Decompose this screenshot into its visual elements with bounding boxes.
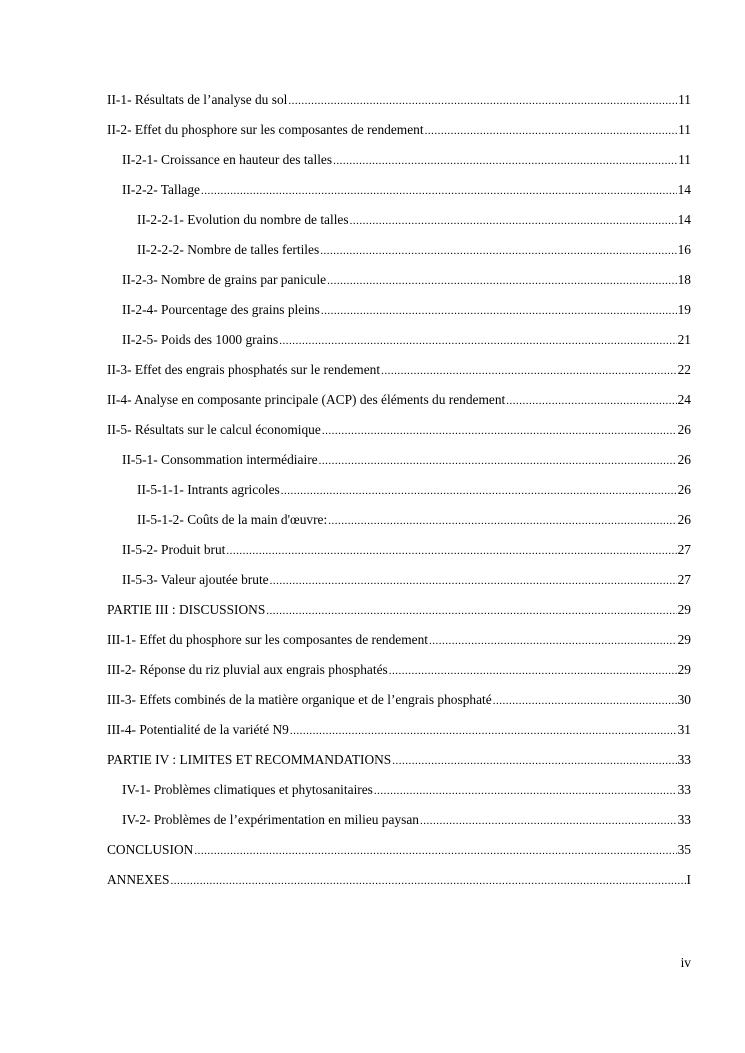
toc-entry-label: II-2-2-1- Evolution du nombre de talles — [137, 212, 349, 227]
dot-leader — [201, 185, 677, 197]
toc-entry-label: PARTIE III : DISCUSSIONS — [107, 602, 266, 617]
dot-leader — [328, 515, 676, 527]
dot-leader — [420, 815, 677, 827]
toc-entry[interactable] — [107, 362, 691, 392]
toc-entry-page: 27 — [677, 542, 691, 557]
toc-entry[interactable] — [107, 182, 691, 212]
toc-entry[interactable] — [107, 662, 691, 692]
toc-entry-page: 24 — [677, 392, 691, 407]
toc-entry[interactable] — [107, 122, 691, 152]
toc-entry[interactable] — [107, 812, 691, 842]
dot-leader — [281, 485, 677, 497]
toc-entry[interactable] — [107, 452, 691, 482]
toc-entry-label: II-5-1- Consommation intermédiaire — [122, 452, 318, 467]
toc-entry[interactable] — [107, 212, 691, 242]
toc-entry-page: 29 — [677, 632, 691, 647]
toc-entry-page: 11 — [678, 152, 691, 167]
toc-entry-label: II-5-1-2- Coûts de la main d'œuvre: — [137, 512, 328, 527]
toc-entry-label: II-5-1-1- Intrants agricoles — [137, 482, 280, 497]
toc-entry-label: II-5-3- Valeur ajoutée brute — [122, 572, 269, 587]
toc-entry[interactable] — [107, 242, 691, 272]
toc-entry-page: 33 — [677, 782, 691, 797]
toc-entry-label: II-3- Effet des engrais phosphatés sur le rendement — [107, 362, 381, 377]
dot-leader — [321, 305, 677, 317]
toc-entry-page: 29 — [677, 602, 691, 617]
toc-entry-label: III-2- Réponse du riz pluvial aux engrais phosphatés — [107, 662, 388, 677]
toc-entry-label: III-3- Effets combinés de la matière organique et de l’engrais phosphaté — [107, 692, 492, 707]
toc-entry-page: 16 — [677, 242, 691, 257]
toc-entry-page: 14 — [677, 212, 691, 227]
toc-entry[interactable] — [107, 92, 691, 122]
dot-leader — [270, 575, 677, 587]
toc-entry-page: 27 — [677, 572, 691, 587]
dot-leader — [429, 635, 677, 647]
table-of-contents — [107, 92, 691, 902]
toc-entry-page: I — [686, 872, 691, 887]
toc-entry[interactable] — [107, 422, 691, 452]
toc-entry[interactable] — [107, 332, 691, 362]
dot-leader — [350, 215, 677, 227]
toc-entry-label: II-5- Résultats sur le calcul économique — [107, 422, 321, 437]
dot-leader — [279, 335, 676, 347]
toc-entry-page: 22 — [677, 362, 691, 377]
dot-leader — [322, 425, 677, 437]
toc-entry[interactable] — [107, 152, 691, 182]
dot-leader — [226, 545, 676, 557]
toc-entry-page: 26 — [677, 422, 691, 437]
toc-entry-label: II-2-3- Nombre de grains par panicule — [122, 272, 327, 287]
dot-leader — [506, 395, 676, 407]
toc-entry-label: CONCLUSION — [107, 842, 194, 857]
toc-entry[interactable] — [107, 542, 691, 572]
toc-entry-label: II-4- Analyse en composante principale (ACP) des éléments du rendement — [107, 392, 506, 407]
toc-entry[interactable] — [107, 782, 691, 812]
toc-entry-label: PARTIE IV : LIMITES ET RECOMMANDATIONS — [107, 752, 392, 767]
toc-entry-page: 26 — [677, 512, 691, 527]
toc-entry-label: IV-2- Problèmes de l’expérimentation en milieu paysan — [122, 812, 419, 827]
dot-leader — [493, 695, 677, 707]
toc-entry[interactable] — [107, 752, 691, 782]
dot-leader — [374, 785, 677, 797]
toc-entry-page: 29 — [677, 662, 691, 677]
toc-entry[interactable] — [107, 392, 691, 422]
dot-leader — [290, 725, 677, 737]
dot-leader — [288, 95, 677, 107]
toc-entry-page: 19 — [677, 302, 691, 317]
toc-entry[interactable] — [107, 602, 691, 632]
toc-entry[interactable] — [107, 482, 691, 512]
toc-entry-label: II-2-5- Poids des 1000 grains — [122, 332, 279, 347]
page-number: iv — [680, 955, 691, 970]
dot-leader — [320, 245, 676, 257]
toc-entry-page: 18 — [677, 272, 691, 287]
dot-leader — [266, 605, 676, 617]
toc-entry[interactable] — [107, 512, 691, 542]
toc-entry-label: II-2-4- Pourcentage des grains pleins — [122, 302, 320, 317]
dot-leader — [333, 155, 677, 167]
toc-entry-label: II-5-2- Produit brut — [122, 542, 226, 557]
dot-leader — [425, 125, 678, 137]
toc-entry-page: 35 — [677, 842, 691, 857]
toc-entry-page: 33 — [677, 752, 691, 767]
toc-entry-label: II-1- Résultats de l’analyse du sol — [107, 92, 288, 107]
toc-entry-label: II-2-2-2- Nombre de talles fertiles — [137, 242, 320, 257]
dot-leader — [319, 455, 677, 467]
toc-entry-label: ANNEXES — [107, 872, 170, 887]
toc-entry-page: 26 — [677, 452, 691, 467]
toc-entry-label: III-4- Potentialité de la variété N9 — [107, 722, 289, 737]
toc-entry-page: 30 — [677, 692, 691, 707]
dot-leader — [381, 365, 677, 377]
toc-entry[interactable] — [107, 632, 691, 662]
toc-entry-page: 14 — [677, 182, 691, 197]
dot-leader — [171, 875, 686, 887]
toc-entry-label: II-2-2- Tallage — [122, 182, 201, 197]
toc-entry-page: 11 — [678, 92, 691, 107]
toc-entry-label: II-2-1- Croissance en hauteur des talles — [122, 152, 333, 167]
toc-entry-page: 11 — [678, 122, 691, 137]
dot-leader — [327, 275, 676, 287]
toc-entry-page: 26 — [677, 482, 691, 497]
toc-entry-label: III-1- Effet du phosphore sur les composantes de rendement — [107, 632, 429, 647]
toc-entry-label: IV-1- Problèmes climatiques et phytosanitaires — [122, 782, 373, 797]
dot-leader — [194, 845, 676, 857]
toc-entry-page: 21 — [677, 332, 691, 347]
toc-entry[interactable] — [107, 572, 691, 602]
toc-entry-label: II-2- Effet du phosphore sur les composantes de rendement — [107, 122, 424, 137]
toc-entry-page: 33 — [677, 812, 691, 827]
toc-entry[interactable] — [107, 722, 691, 752]
dot-leader — [392, 755, 676, 767]
toc-entry[interactable] — [107, 272, 691, 302]
toc-entry[interactable] — [107, 302, 691, 332]
toc-entry[interactable] — [107, 872, 691, 902]
toc-entry[interactable] — [107, 692, 691, 722]
dot-leader — [389, 665, 677, 677]
toc-entry[interactable] — [107, 842, 691, 872]
toc-entry-page: 31 — [677, 722, 691, 737]
